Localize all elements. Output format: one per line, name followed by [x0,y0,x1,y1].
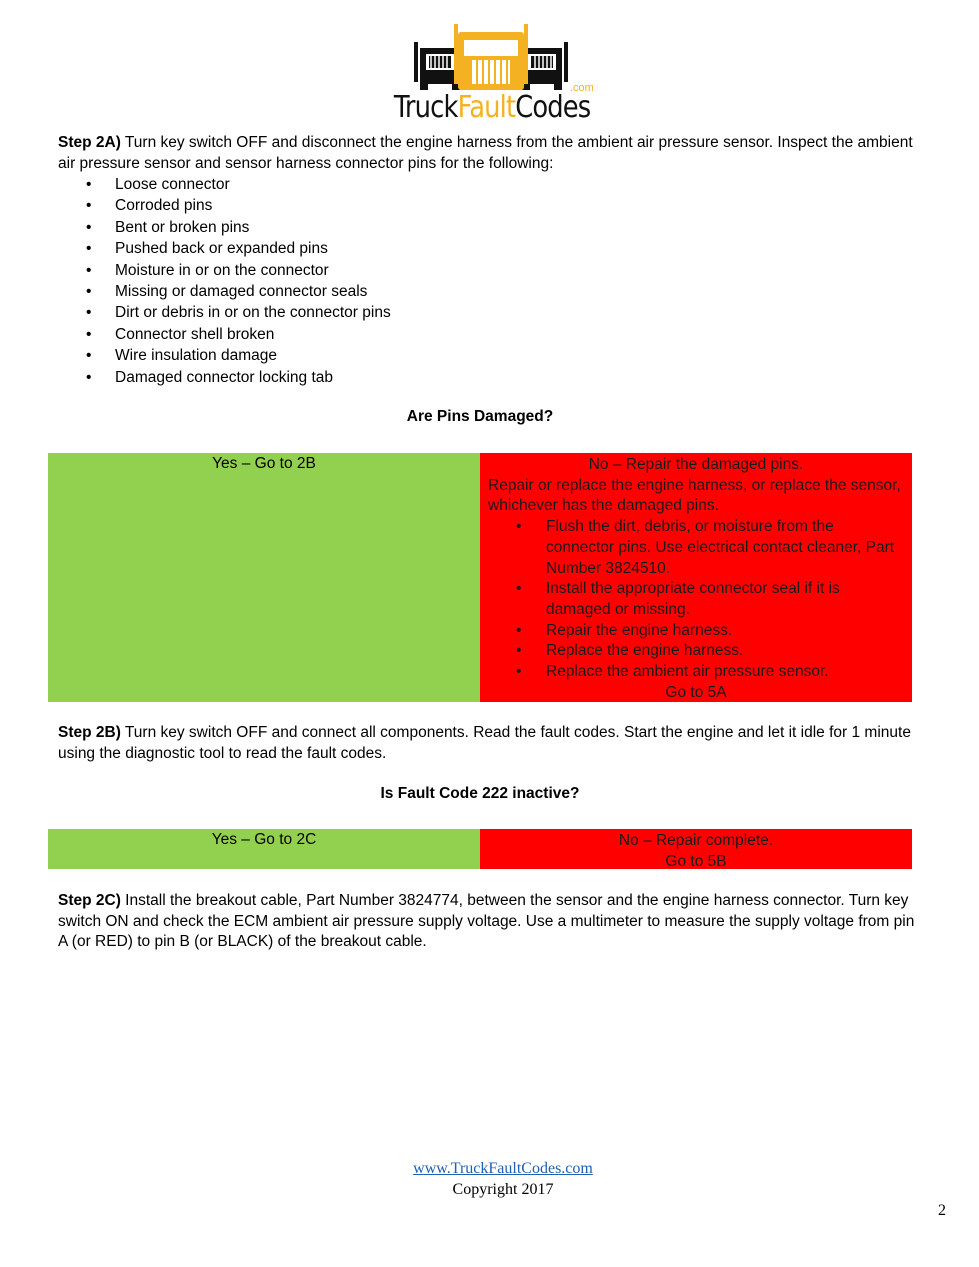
question-pins-damaged: Are Pins Damaged? [406,408,554,425]
no-go-to-5a: Go to 5A [665,683,727,701]
list-item: • Moisture in or on the connector [58,260,391,281]
question-fault-code-inactive: Is Fault Code 222 inactive? [380,785,580,802]
footer-copyright: Copyright 2017 [452,1181,554,1198]
list-item: • Flush the dirt, debris, or moisture from the connector pins. Use electrical contact cleaner, Part Number 3824510. [488,517,904,579]
repair-actions-list [488,517,904,683]
decision-table-fault-code [48,829,912,869]
no-repair-text: Repair or replace the engine harness, or replace the sensor, whichever has the damaged pins. [488,476,901,515]
no-go-to-5b: Go to 5B [665,852,727,870]
site-logo [378,22,604,130]
list-item: • Replace the engine harness. [488,641,904,662]
step-2b-paragraph [58,723,920,764]
logo-com-suffix: .com [570,82,594,94]
list-item: • Wire insulation damage [58,345,391,366]
list-item: • Bent or broken pins [58,217,391,238]
list-item: • Damaged connector locking tab [58,367,391,388]
step-2b-text: Turn key switch OFF and connect all components. Read the fault codes. Start the engine and let it idle for 1 minute using the diagnostic tool to read the fault codes. [58,724,911,762]
yes-go-to-2b: Yes – Go to 2B [212,455,316,472]
footer-website-link[interactable]: www.TruckFaultCodes.com [413,1160,593,1177]
page-number: 2 [938,1202,946,1219]
list-item: • Pushed back or expanded pins [58,238,391,259]
step-2c-text: Install the breakout cable, Part Number 3824774, between the sensor and the engine harness connector. Turn key switch ON and check the ECM ambient air pressure supply voltage. Use a multimeter to measure the supply voltage from pin A (or RED) to pin B (or BLACK) of the breakout cable. [58,892,915,950]
yes-cell [48,829,480,869]
list-item: • Corroded pins [58,195,391,216]
list-item: • Dirt or debris in or on the connector pins [58,302,391,323]
step-2c-label: Step 2C) [58,892,121,909]
no-cell [480,453,912,702]
list-item: • Install the appropriate connector seal if it is damaged or missing. [488,579,904,620]
no-cell [480,829,912,869]
no-repair-title: No – Repair the damaged pins. [588,456,804,473]
no-repair-complete: No – Repair complete. [618,832,774,849]
step-2b-label: Step 2B) [58,724,121,741]
decision-table-pins [48,453,912,702]
yes-cell [48,453,480,702]
step-2c-paragraph [58,891,920,953]
logo-wordmark: TruckFaultCodes [393,90,591,125]
list-item: • Loose connector [58,174,391,195]
inspection-checklist [58,174,391,388]
yes-go-to-2c: Yes – Go to 2C [211,831,317,848]
list-item: • Replace the ambient air pressure sensor. [488,662,904,683]
list-item: • Missing or damaged connector seals [58,281,391,302]
step-2a-label: Step 2A) [58,134,121,151]
list-item: • Connector shell broken [58,324,391,345]
list-item: • Repair the engine harness. [488,621,904,642]
step-2a-text: Turn key switch OFF and disconnect the engine harness from the ambient air pressure sensor. Inspect the ambient air pressure sensor and sensor harness connector pins for the following: [58,134,913,172]
step-2a-paragraph [58,133,920,174]
